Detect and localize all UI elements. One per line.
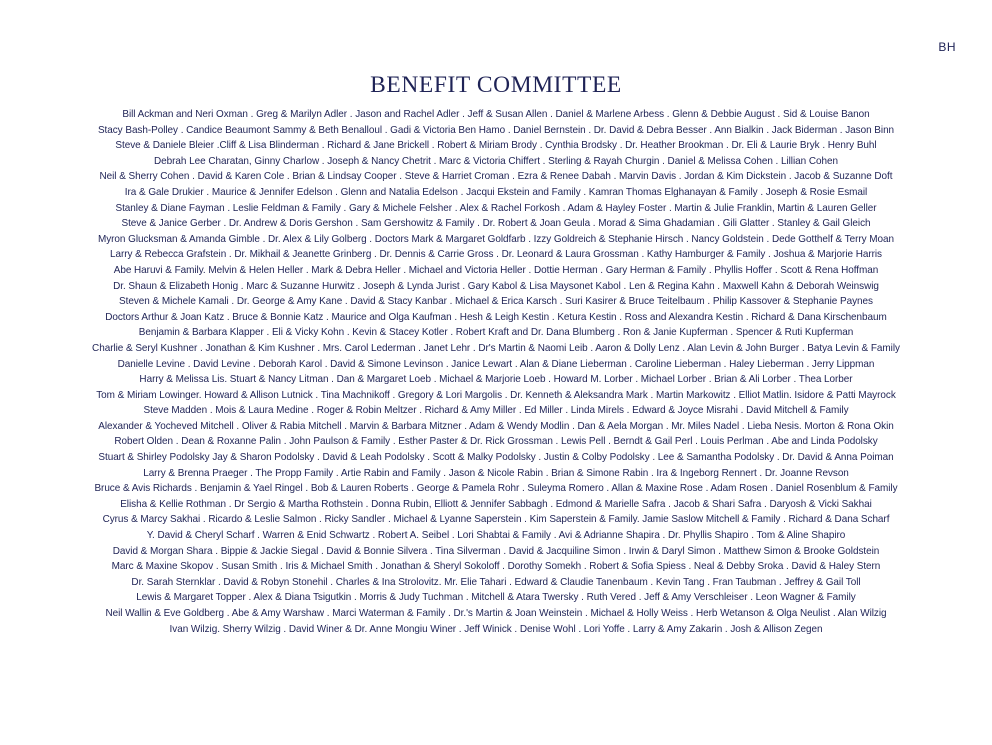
committee-line: Ira & Gale Drukier . Maurice & Jennifer Edelson . Glenn and Natalia Edelson . Jacqui Ekstein and Family . Kamran Thomas Elghanayan & Family . Joseph & Rosie Esmail [124, 186, 868, 198]
committee-line: Neil & Sherry Cohen . David & Karen Cole . Brian & Lindsay Cooper . Steve & Harriet Croman . Ezra & Renee Dabah . Marvin Davis . Jordan & Kim Dickstein . Jacob & Suzanne Doft [99, 171, 893, 183]
committee-line: Steve Madden . Mois & Laura Medine . Roger & Robin Meltzer . Richard & Amy Miller . Ed Miller . Linda Mirels . Edward & Joyce Misrahi . David Mitchell & Family [143, 405, 849, 417]
committee-line: Danielle Levine . David Levine . Deborah Karol . David & Simone Levinson . Janice Lewart . Alan & Diane Lieberman . Caroline Lieberman . Haley Lieberman . Jerry Lippman [117, 358, 875, 370]
committee-line: Bruce & Avis Richards . Benjamin & Yael Ringel . Bob & Lauren Roberts . George & Pamela Rohr . Suleyma Romero . Allan & Maxine Rose . Adam Rosen . Daniel Rosenblum & Family [94, 483, 898, 495]
committee-line: Cyrus & Marcy Sakhai . Ricardo & Leslie Salmon . Ricky Sandler . Michael & Lyanne Saperstein . Kim Saperstein & Family. Jamie Saslow Mitchell & Family . Richard & Dana Scharf [102, 514, 890, 526]
committee-line: Dr. Shaun & Elizabeth Honig . Marc & Suzanne Hurwitz . Joseph & Lynda Jurist . Gary Kabol & Lisa Maysonet Kabol . Len & Regina Kahn . Maxwell Kahn & Deborah Weinswig [113, 280, 879, 292]
committee-line: Neil Wallin & Eve Goldberg . Abe & Amy Warshaw . Marci Waterman & Family . Dr.'s Martin & Joan Weinstein . Michael & Holly Weiss . Herb Wetanson & Olga Neulist . Alan Wilzig [105, 608, 887, 619]
committee-line: David & Morgan Shara . Bippie & Jackie Siegal . David & Bonnie Silvera . Tina Silverman . David & Jacquiline Simon . Irwin & Daryl Simon . Matthew Simon & Brooke Goldstein [112, 545, 880, 557]
committee-line: Abe Haruvi & Family. Melvin & Helen Heller . Mark & Debra Heller . Michael and Victoria Heller . Dottie Herman . Gary Herman & Family . Phyllis Hoffer . Scott & Rena Hoffman [113, 264, 879, 276]
committee-line: Steve & Janice Gerber . Dr. Andrew & Doris Gershon . Sam Gershowitz & Family . Dr. Robert & Joan Geula . Morad & Sima Ghadamian . Gili Glatter . Stanley & Gail Gleich [121, 218, 871, 230]
committee-line: Marc & Maxine Skopov . Susan Smith . Iris & Michael Smith . Jonathan & Sheryl Sokoloff . Dorothy Somekh . Robert & Sofia Spiess . Neal & Debby Sroka . David & Haley Stern [111, 561, 881, 573]
committee-line: Steven & Michele Kamali . Dr. George & Amy Kane . David & Stacy Kanbar . Michael & Erica Karsch . Suri Kasirer & Bruce Teitelbaum . Philip Kassover & Stephanie Paynes [119, 296, 873, 308]
committee-line: Elisha & Kellie Rothman . Dr Sergio & Martha Rothstein . Donna Rubin, Elliott & Jennifer Sabbagh . Edmond & Marielle Safra . Jacob & Shari Safra . Daryosh & Vicki Sakhai [120, 498, 872, 510]
committee-line: Larry & Rebecca Grafstein . Dr. Mikhail & Jeanette Grinberg . Dr. Dennis & Carrie Gross . Dr. Leonard & Laura Grossman . Kathy Hamburger & Family . Joshua & Marjorie Harris [109, 249, 882, 261]
committee-line: Ivan Wilzig. Sherry Wilzig . David Winer & Dr. Anne Mongiu Winer . Jeff Winick . Denise Wohl . Lori Yoffe . Larry & Amy Zakarin . Josh & Allison Zegen [169, 623, 823, 635]
committee-line: Charlie & Seryl Kushner . Jonathan & Kim Kushner . Mrs. Carol Lederman . Janet Lehr . Dr's Martin & Naomi Leib . Aaron & Dolly Lenz . Alan Levin & John Burger . Batya Levin & Family [92, 342, 900, 354]
committee-line: Doctors Arthur & Joan Katz . Bruce & Bonnie Katz . Maurice and Olga Kaufman . Hesh & Leigh Kestin . Ketura Kestin . Ross and Alexandra Kestin . Richard & Dana Kirschenbaum [105, 311, 887, 323]
committee-line: Lewis & Margaret Topper . Alex & Diana Tsigutkin . Morris & Judy Tuchman . Mitchell & Atara Twersky . Ruth Vered . Jeff & Amy Verschleiser . Leon Wagner & Family [136, 592, 856, 604]
header-initials: BH [938, 40, 956, 54]
page-title: BENEFIT COMMITTEE [370, 72, 622, 97]
committee-line: Larry & Brenna Praeger . The Propp Family . Artie Rabin and Family . Jason & Nicole Rabin . Brian & Simone Rabin . Ira & Ingeborg Rennert . Dr. Joanne Revson [143, 467, 849, 479]
committee-names-list [0, 107, 992, 637]
committee-line: Tom & Miriam Lowinger. Howard & Allison Lutnick . Tina Machnikoff . Gregory & Lori Margolis . Dr. Kenneth & Aleksandra Mark . Martin Markowitz . Elliot Matlin. Isidore & Patti Mayrock [96, 389, 896, 401]
committee-line: Dr. Sarah Sternklar . David & Robyn Stonehil . Charles & Ina Strolovitz. Mr. Elie Tahari . Edward & Claudie Tanenbaum . Kevin Tang . Fran Taubman . Jeffrey & Gail Toll [131, 576, 861, 588]
committee-line: Stuart & Shirley Podolsky Jay & Sharon Podolsky . David & Leah Podolsky . Scott & Malky Podolsky . Justin & Colby Podolsky . Lee & Samantha Podolsky . Dr. David & Anna Poiman [98, 452, 894, 464]
committee-line: Alexander & Yocheved Mitchell . Oliver & Rabia Mitchell . Marvin & Barbara Mitzner . Adam & Wendy Modlin . Dan & Aela Morgan . Mr. Miles Nadel . Lieba Nesis. Morton & Rona Okin [98, 420, 894, 432]
committee-line: Benjamin & Barbara Klapper . Eli & Vicky Kohn . Kevin & Stacey Kotler . Robert Kraft and Dr. Dana Blumberg . Ron & Janie Kupferman . Spencer & Ruti Kupferman [138, 327, 854, 339]
committee-line: Stanley & Diane Fayman . Leslie Feldman & Family . Gary & Michele Felsher . Alex & Rachel Forkosh . Adam & Hayley Foster . Martin & Julie Franklin, Martin & Lauren Geller [115, 202, 877, 214]
committee-line: Y. David & Cheryl Scharf . Warren & Enid Schwartz . Robert A. Seibel . Lori Shabtai & Family . Avi & Adrianne Shapira . Dr. Phyllis Shapiro . Tom & Aline Shapiro [146, 530, 846, 542]
committee-line: Robert Olden . Dean & Roxanne Palin . John Paulson & Family . Esther Paster & Dr. Rick Grossman . Lewis Pell . Berndt & Gail Perl . Louis Perlman . Abe and Linda Podolsky [114, 436, 878, 448]
committee-line: Debrah Lee Charatan, Ginny Charlow . Joseph & Nancy Chetrit . Marc & Victoria Chiffert . Sterling & Rayah Churgin . Daniel & Melissa Cohen . Lillian Cohen [154, 155, 838, 167]
committee-line: Bill Ackman and Neri Oxman . Greg & Marilyn Adler . Jason and Rachel Adler . Jeff & Susan Allen . Daniel & Marlene Arbess . Glenn & Debbie August . Sid & Louise Banon [122, 109, 870, 120]
committee-line: Harry & Melissa Lis. Stuart & Nancy Litman . Dan & Margaret Loeb . Michael & Marjorie Loeb . Howard M. Lorber . Michael Lorber . Brian & Ali Lorber . Thea Lorber [139, 374, 853, 386]
committee-line: Myron Glucksman & Amanda Gimble . Dr. Alex & Lily Golberg . Doctors Mark & Margaret Goldfarb . Izzy Goldreich & Stephanie Hirsch . Nancy Goldstein . Dede Gotthelf & Terry Moan [97, 233, 895, 245]
committee-line: Stacy Bash-Polley . Candice Beaumont Sammy & Beth Benalloul . Gadi & Victoria Ben Hamo . Daniel Bernstein . Dr. David & Debra Besser . Ann Bialkin . Jack Biderman . Jason Binn [97, 124, 895, 136]
committee-line: Steve & Daniele Bleier .Cliff & Lisa Blinderman . Richard & Jane Brickell . Robert & Miriam Brody . Cynthia Brodsky . Dr. Heather Brookman . Dr. Eli & Laurie Bryk . Henry Buhl [115, 140, 877, 152]
